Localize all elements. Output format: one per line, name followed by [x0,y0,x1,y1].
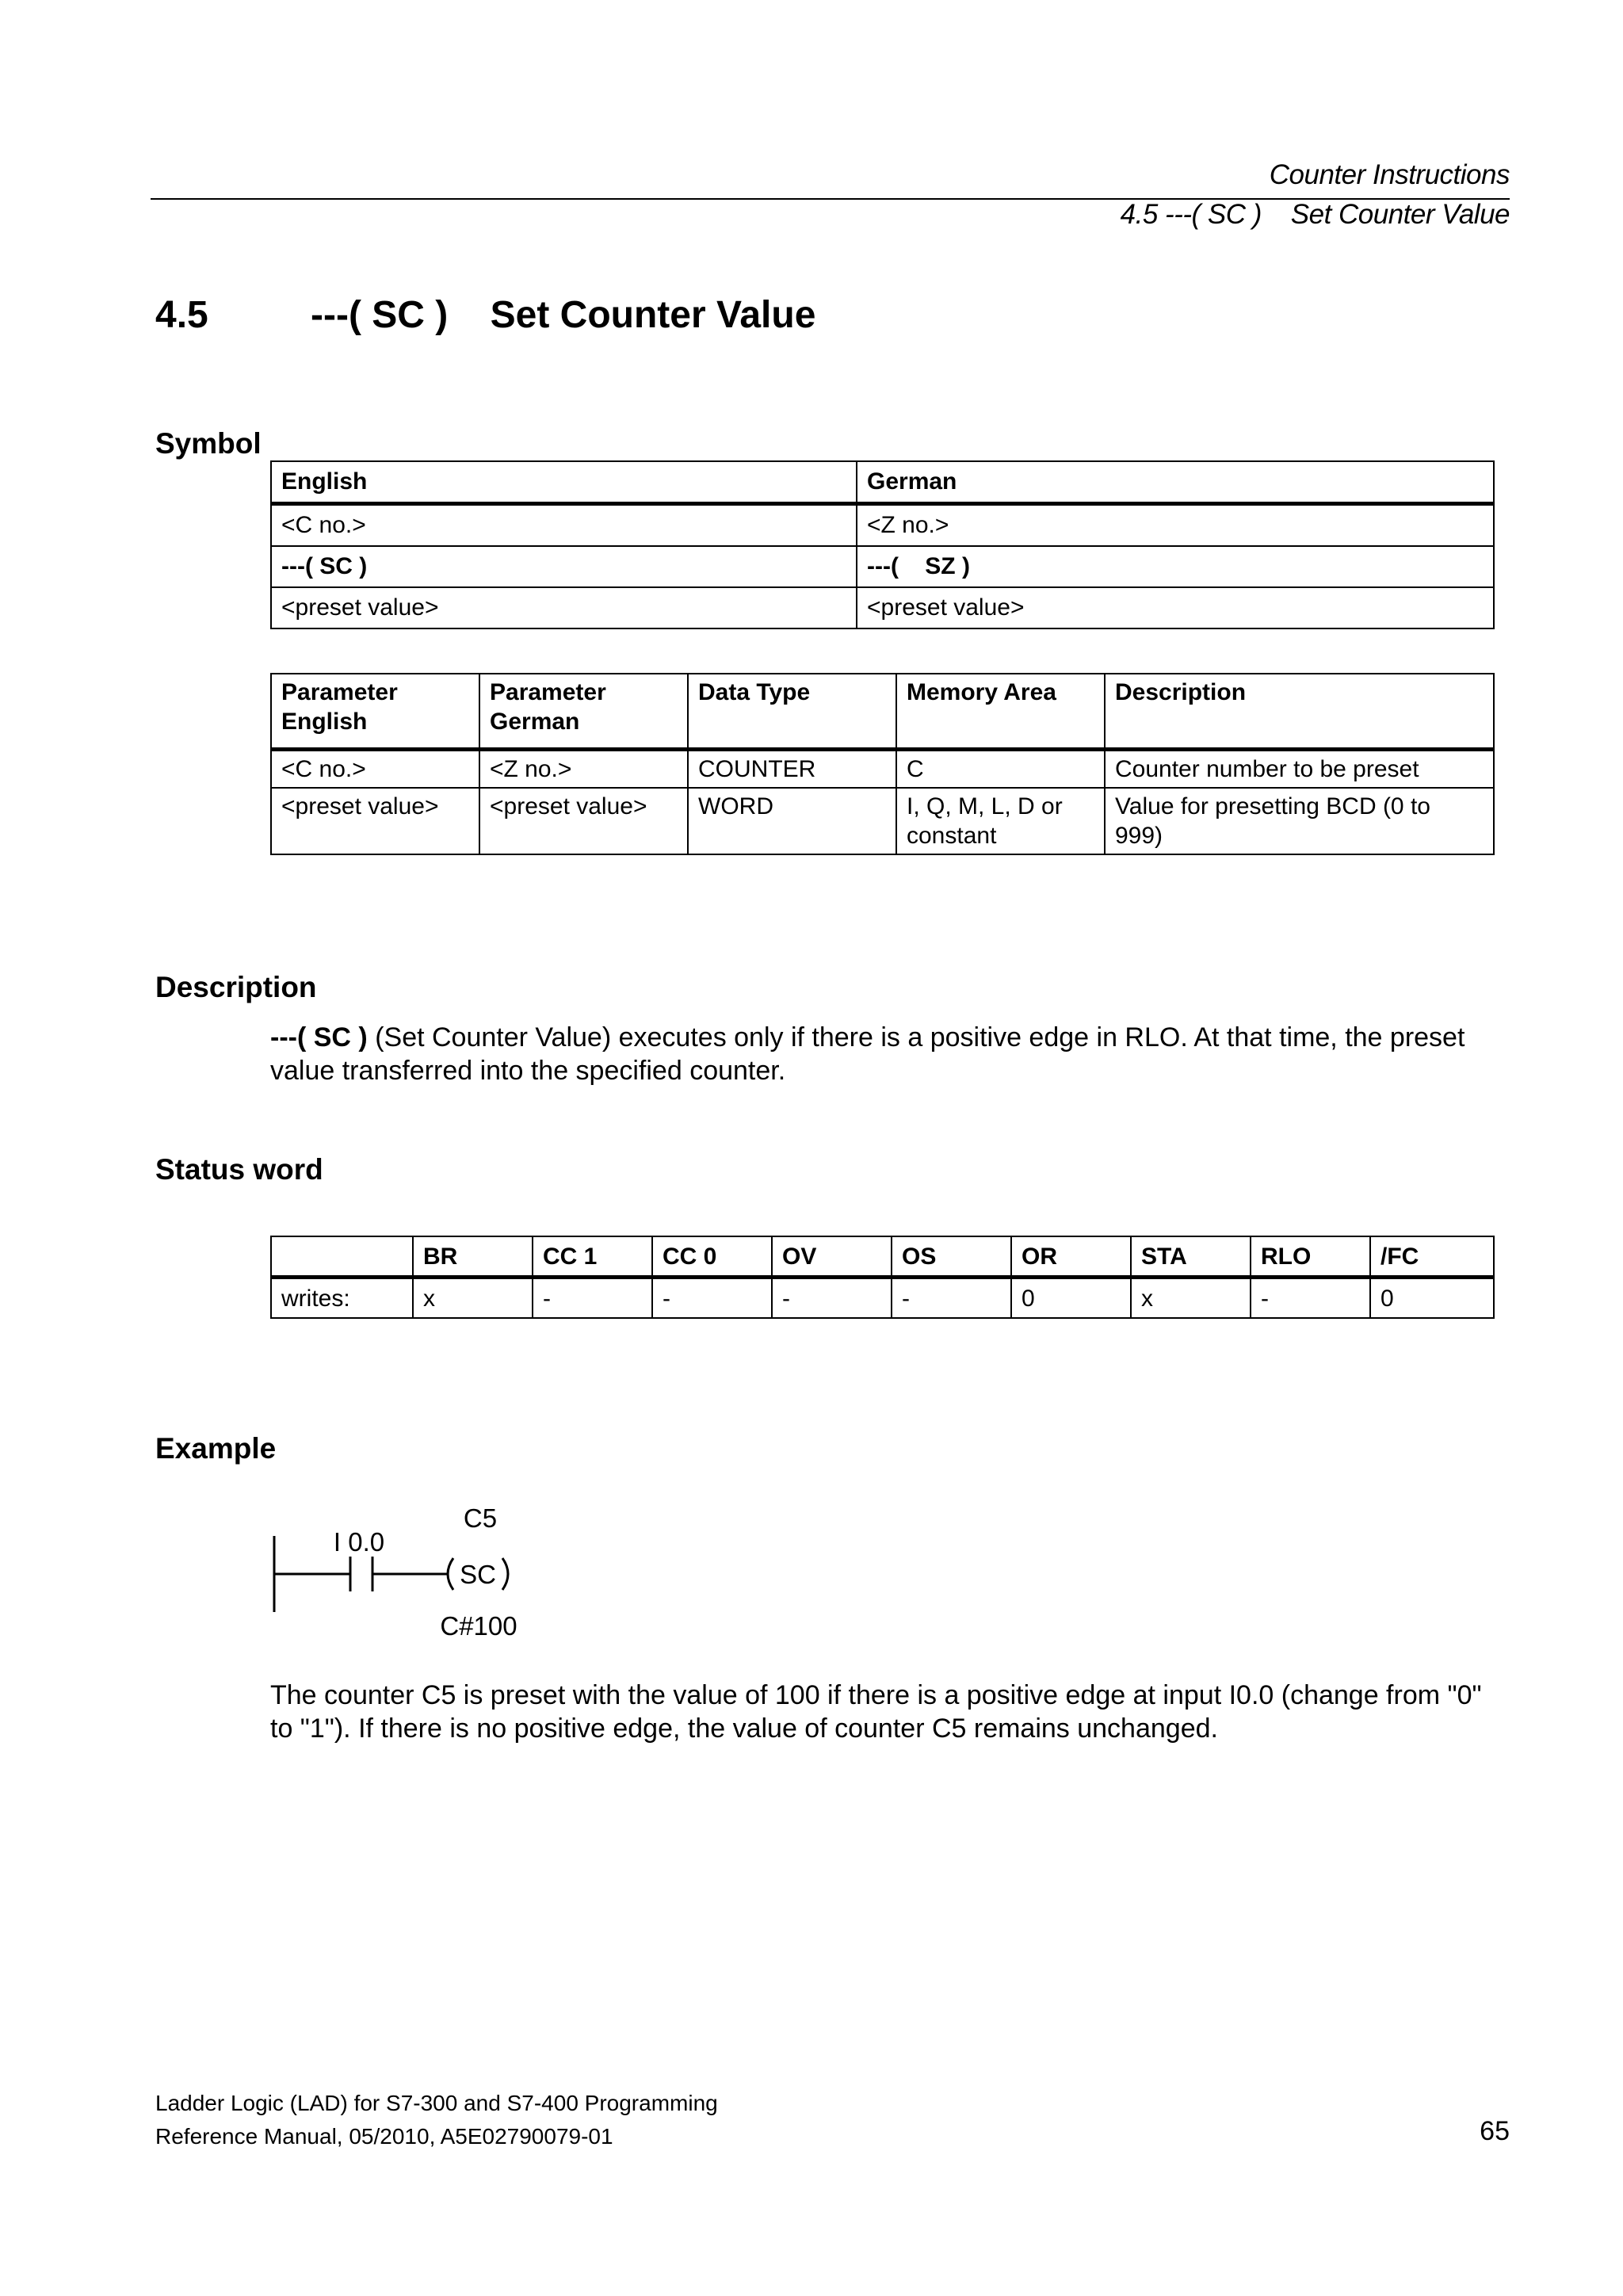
table-cell: ---( SC ) [271,546,857,587]
column-header: CC 1 [533,1236,652,1278]
column-header: OR [1011,1236,1131,1278]
table-header-row [271,1236,1494,1278]
ladder-diagram [262,1506,563,1641]
table-cell: Value for presetting BCD (0 to 999) [1105,788,1494,854]
table-cell: ---( SZ ) [857,546,1494,587]
table-cell: COUNTER [688,750,896,789]
description-paragraph [270,1021,1507,1087]
table-cell: <preset value> [857,587,1494,628]
status-word-heading: Status word [155,1153,323,1186]
column-header: English [271,461,857,504]
running-header-chapter: Counter Instructions [1269,159,1510,190]
instruction-symbol: ---( SC ) [270,1022,368,1052]
table-cell: 0 [1370,1278,1494,1319]
column-header: /FC [1370,1236,1494,1278]
table-cell: writes: [271,1278,413,1319]
column-header: BR [413,1236,533,1278]
table-row [271,546,1494,587]
example-paragraph: The counter C5 is preset with the value of 100 if there is a positive edge at input I0.0 (change from "0" to "1"). If there is no positive edge, the value of counter C5 remains unchanged. [270,1680,1482,1744]
table-row [271,504,1494,547]
table-cell: 0 [1011,1278,1131,1319]
column-header: STA [1131,1236,1251,1278]
example-heading: Example [155,1432,277,1465]
section-title: ---( SC ) Set Counter Value [311,294,816,336]
table-cell: - [772,1278,892,1319]
symbol-heading: Symbol [155,427,262,460]
table-cell: <C no.> [271,750,479,789]
column-header: CC 0 [652,1236,772,1278]
table-cell: <preset value> [479,788,688,854]
description-text: (Set Counter Value) executes only if there is a positive edge in RLO. At that time, the preset value transferred into the specified counter. [270,1022,1465,1086]
counter-label: C5 [463,1506,498,1533]
column-header: RLO [1251,1236,1370,1278]
symbol-table [270,460,1495,629]
table-cell: - [652,1278,772,1319]
contact-label: I 0.0 [333,1527,385,1557]
footer-line-2: Reference Manual, 05/2010, A5E02790079-01 [155,2124,613,2149]
column-header: Memory Area [896,674,1105,750]
table-row [271,750,1494,789]
table-cell: I, Q, M, L, D or constant [896,788,1105,854]
page-number: 65 [1480,2116,1510,2146]
footer-line-1: Ladder Logic (LAD) for S7-300 and S7-400 Programming [155,2091,718,2115]
running-header [1121,155,1510,235]
table-cell: - [533,1278,652,1319]
coil-label: SC [460,1560,496,1589]
table-cell: <Z no.> [479,750,688,789]
table-row [271,587,1494,628]
column-header: German [857,461,1494,504]
section-number: 4.5 [155,294,208,336]
running-header-section: 4.5 ---( SC ) Set Counter Value [1120,199,1510,230]
table-cell: <preset value> [271,788,479,854]
table-cell: x [1131,1278,1251,1319]
table-cell: x [413,1278,533,1319]
table-row [271,788,1494,854]
table-header-row [271,674,1494,750]
table-row [271,1278,1494,1319]
column-header [271,1236,413,1278]
coil-right-arc [502,1558,508,1590]
column-header: Parameter German [479,674,688,750]
footer [155,2087,718,2153]
table-cell: <preset value> [271,587,857,628]
parameter-table [270,673,1495,855]
preset-label: C#100 [440,1611,517,1641]
table-header-row [271,461,1494,504]
description-heading: Description [155,971,317,1003]
status-word-table [270,1236,1495,1319]
column-header: Description [1105,674,1494,750]
header-rule [151,198,1510,200]
table-cell: C [896,750,1105,789]
column-header: Data Type [688,674,896,750]
column-header: OV [772,1236,892,1278]
table-cell: <Z no.> [857,504,1494,547]
coil-left-arc [448,1558,453,1590]
table-cell: <C no.> [271,504,857,547]
table-cell: - [892,1278,1011,1319]
column-header: OS [892,1236,1011,1278]
table-cell: - [1251,1278,1370,1319]
table-cell: Counter number to be preset [1105,750,1494,789]
table-cell: WORD [688,788,896,854]
column-header: Parameter English [271,674,479,750]
